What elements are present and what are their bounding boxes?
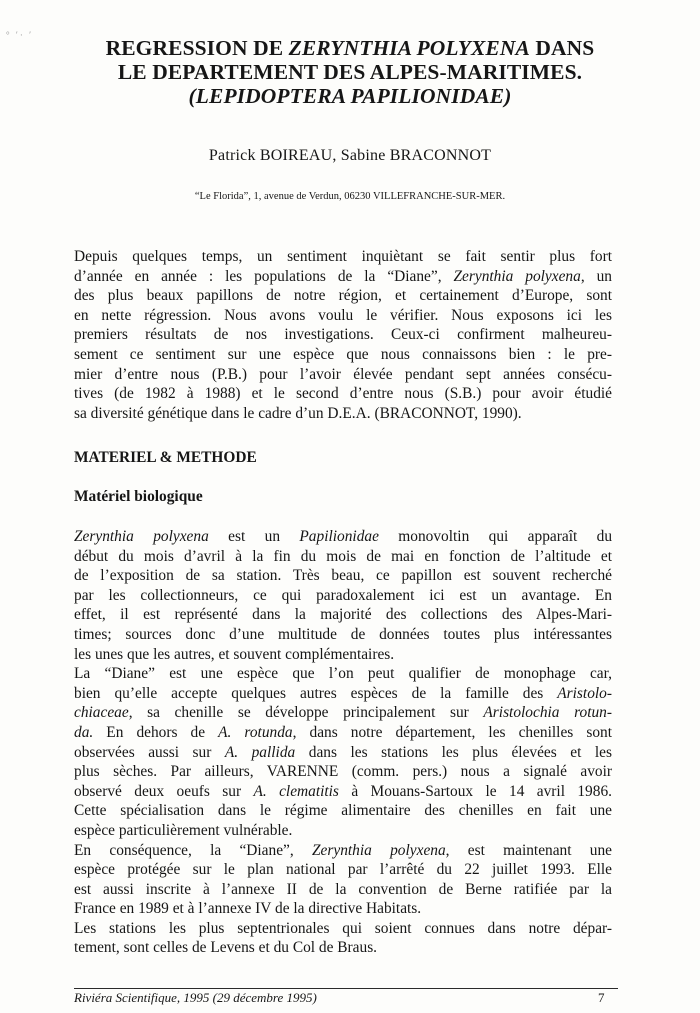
intro-line: sement ce sentiment sur une espèce que nous connaissons bien : le pre- [74,345,612,363]
body-line: chiaceae, sa chenille se développe principalement sur Aristolochia rotun- [74,704,612,722]
body-line: effet, il est représenté dans la majorité des collections des Alpes-Mari- [74,606,612,624]
scan-corner-mark: ° ′· ′ [6,30,34,40]
intro-line: en nette régression. Nous avons voulu le vérifier. Nous exposons ici les [74,306,612,324]
intro-line: tives (de 1982 à 1988) et le second d’entre nous (S.B.) pour avoir étudié [74,385,612,403]
body-line: En conséquence, la “Diane”, Zerynthia polyxena, est maintenant une [74,841,613,859]
intro-paragraph [74,247,612,423]
subsection-heading: Matériel biologique [74,488,203,505]
body-line: observé deux oeufs sur A. clematitis à Mouans-Sartoux le 14 avril 1986. [74,782,612,800]
article-title [40,36,660,108]
body-line: est aussi inscrite à l’annexe II de la convention de Berne ratifiée par la [74,880,612,898]
title-line-1-text: REGRESSION DE ZERYNTHIA POLYXENA DANS [105,36,595,60]
title-line-1 [40,36,660,60]
author-address: “Le Florida”, 1, avenue de Verdun, 06230 VILLEFRANCHE-SUR-MER. [194,191,506,202]
intro-line: mier d’entre nous (P.B.) pour l’avoir élevée pendant sept années consécu- [74,365,612,383]
intro-line: d’année en année : les populations de la “Diane”, Zerynthia polyxena, un [74,267,612,285]
body-line: La “Diane” est une espèce que l’on peut qualifier de monophage car, [74,665,612,683]
body-line: Cette spécialisation dans le régime alimentaire des chenilles en fait une [74,802,612,820]
body-line: da. En dehors de A. rotunda, dans notre département, les chenilles sont [74,723,612,741]
title-line-3: (LEPIDOPTERA PAPILIONIDAE) [188,84,512,108]
body-line: observées aussi sur A. pallida dans les stations les plus élevées et les [74,743,612,761]
page-number: 7 [598,990,605,1005]
body-line: France en 1989 et à l’annexe IV de la directive Habitats. [74,900,422,918]
body-line: Zerynthia polyxena est un Papilionidae monovoltin qui apparaît du [74,528,613,545]
body-line: début du mois d’avril à la fin du mois de mai en fonction de l’altitude et [74,547,612,565]
intro-line: des plus beaux papillons de notre région, et certainement d’Europe, sont [74,287,612,305]
body-line: les unes que les autres, et souvent complémentaires. [74,645,395,663]
body-line: times; sources donc d’une multitude de données toutes plus intéressantes [74,625,612,643]
body-line: de l’exposition de sa station. Très beau, ce papillon est souvent recherché [74,567,612,585]
section-heading: MATERIEL & METHODE [74,449,257,466]
authors: Patrick BOIREAU, Sabine BRACONNOT [208,147,492,164]
body-text [74,527,612,958]
body-line: espèce particulièrement vulnérable. [74,821,293,839]
intro-line: Depuis quelques temps, un sentiment inquiètant se fait sentir plus fort [74,248,612,265]
title-line-2: LE DEPARTEMENT DES ALPES-MARITIMES. [117,60,583,84]
body-line: Les stations les plus septentrionales qui soient connues dans notre dépar- [74,919,612,937]
intro-line: premiers résultats de nos investigations. Ceux-ci confirment malheureu- [74,326,612,344]
footer-rule [74,988,618,989]
body-line: bien qu’elle accepte quelques autres espèces de la famille des Aristolo- [74,684,612,702]
journal-footer: Riviéra Scientifique, 1995 (29 décembre 1995) [74,990,317,1005]
body-line: plus sèches. Par ailleurs, VARENNE (comm. pers.) nous a signalé avoir [74,763,612,781]
body-line: espèce protégée sur le plan national par l’arrêté du 22 juillet 1993. Elle [74,861,612,879]
intro-line: sa diversité génétique dans le cadre d’un D.E.A. (BRACONNOT, 1990). [74,404,522,422]
body-line: tement, sont celles de Levens et du Col de Braus. [74,939,378,957]
body-line: par les collectionneurs, ce qui paradoxalement ici est un avantage. En [74,586,612,604]
